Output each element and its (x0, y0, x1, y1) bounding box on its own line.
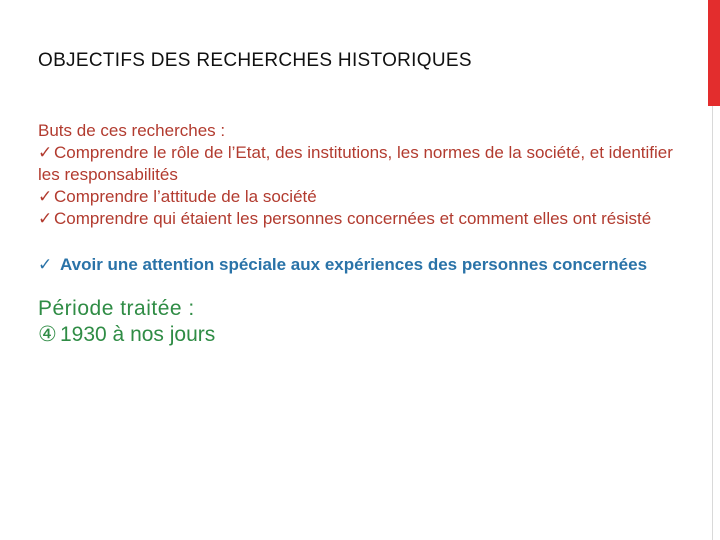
check-icon: ✓ (38, 255, 53, 274)
slide-body (38, 120, 678, 348)
circled-four-icon: ④ (38, 323, 57, 346)
period-label: Période traitée : (38, 297, 195, 320)
period-value: 1930 à nos jours (60, 323, 216, 346)
goal-item (38, 208, 678, 230)
goal-item (38, 186, 678, 208)
side-divider (712, 106, 713, 540)
intro-text: Buts de ces recherches : (38, 121, 226, 140)
goal-text: Comprendre l’attitude de la société (54, 187, 317, 206)
highlight-item (38, 253, 678, 276)
highlight-text: Avoir une attention spéciale aux expériences des personnes concernées (60, 255, 648, 274)
check-icon: ✓ (38, 187, 53, 206)
check-icon: ✓ (38, 209, 53, 228)
check-icon: ✓ (38, 143, 53, 162)
slide-title: OBJECTIFS DES RECHERCHES HISTORIQUES (38, 50, 472, 71)
goal-text: Comprendre qui étaient les personnes concernées et comment elles ont résisté (54, 209, 652, 228)
goal-text: Comprendre le rôle de l’Etat, des institutions, les normes de la société, et identifier les responsabilités (38, 143, 673, 184)
goal-item (38, 142, 678, 186)
period-item (38, 322, 678, 348)
accent-bar (708, 0, 720, 106)
